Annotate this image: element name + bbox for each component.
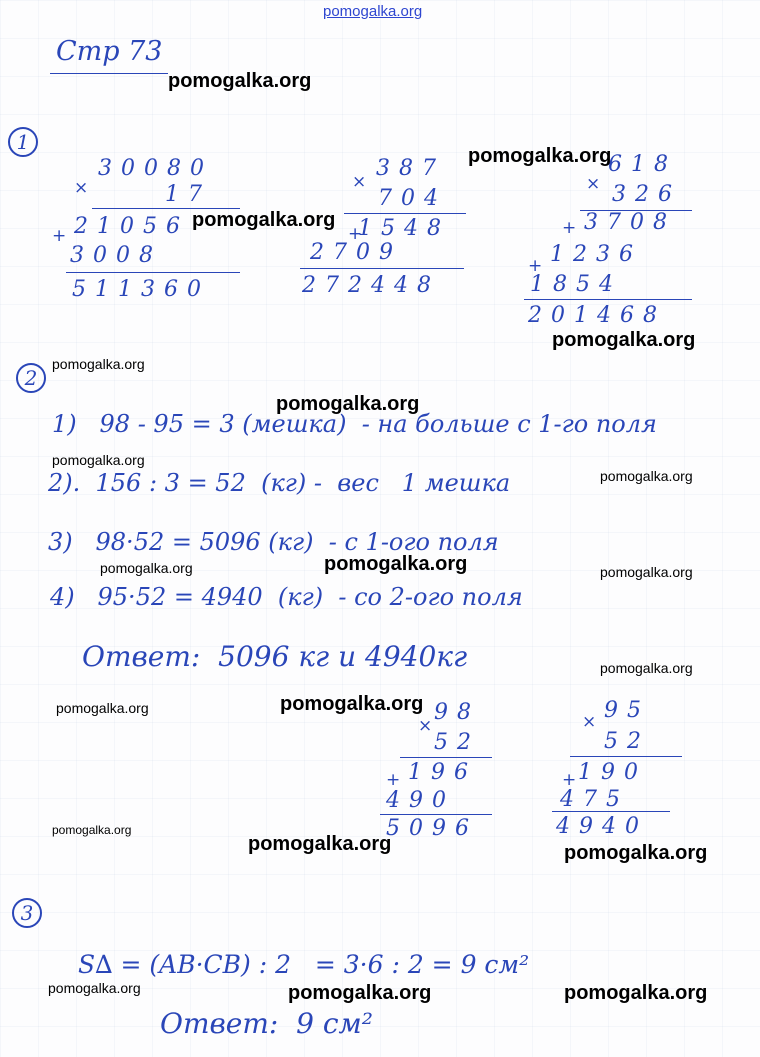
partial-1: 1548 — [358, 216, 450, 241]
factor-2: 326 — [612, 182, 681, 207]
header-underline — [50, 73, 168, 74]
task-number-3: 3 — [12, 898, 42, 928]
line — [300, 268, 464, 269]
watermark: pomogalka.org — [52, 823, 132, 837]
task-number-1: 1 — [8, 127, 38, 157]
watermark: pomogalka.org — [280, 693, 424, 715]
result: 272448 — [302, 273, 440, 298]
partial-2: 3008 — [70, 243, 162, 268]
partial-2: 2709 — [310, 240, 402, 265]
watermark: pomogalka.org — [168, 70, 312, 92]
plus-sign: + — [562, 770, 577, 790]
result: 5096 — [386, 816, 478, 841]
multiply-sign: × — [582, 712, 597, 732]
watermark: pomogalka.org — [192, 209, 336, 231]
watermark: pomogalka.org — [600, 564, 693, 580]
multiply-sign: × — [418, 716, 433, 736]
watermark: pomogalka.org — [276, 393, 420, 415]
line — [552, 811, 670, 812]
line — [380, 814, 492, 815]
watermark: pomogalka.org — [52, 356, 145, 372]
watermark: pomogalka.org — [564, 842, 708, 864]
factor-2: 17 — [165, 182, 211, 207]
watermark: pomogalka.org — [248, 833, 392, 855]
task-number-2: 2 — [16, 363, 46, 393]
line — [400, 757, 492, 758]
watermark: pomogalka.org — [564, 982, 708, 1004]
factor-2: 704 — [378, 186, 447, 211]
partial-3: 1854 — [530, 272, 622, 297]
watermark: pomogalka.org — [100, 560, 193, 576]
line — [524, 299, 692, 300]
plus-sign: + — [386, 770, 401, 790]
watermark: pomogalka.org — [52, 452, 145, 468]
factor-2: 52 — [434, 730, 480, 755]
plus-sign: + — [562, 218, 577, 238]
result: 201468 — [528, 303, 666, 328]
factor-1: 30080 — [98, 156, 213, 181]
task3-answer: Ответ: 9 см² — [160, 1007, 373, 1040]
result: 511360 — [72, 277, 210, 302]
partial-1: 196 — [408, 760, 477, 785]
partial-1: 21056 — [74, 214, 189, 239]
line — [66, 272, 240, 273]
area-formula: S∆ = (AB·CB) : 2 = 3·6 : 2 = 9 см² — [78, 950, 530, 979]
multiply-sign: × — [74, 178, 89, 198]
multiply-sign: × — [586, 174, 601, 194]
watermark: pomogalka.org — [324, 553, 468, 575]
watermark: pomogalka.org — [600, 660, 693, 676]
factor-1: 95 — [604, 698, 650, 723]
solution-step-4: 4) 95·52 = 4940 (кг) - со 2-ого поля — [50, 583, 523, 611]
plus-sign: + — [348, 224, 363, 244]
watermark: pomogalka.org — [56, 700, 149, 716]
factor-1: 98 — [434, 700, 480, 725]
plus-sign: + — [52, 226, 67, 246]
partial-2: 475 — [560, 787, 629, 812]
partial-2: 1236 — [550, 242, 642, 267]
plus-sign: + — [528, 256, 543, 276]
solution-step-2: 2). 156 : 3 = 52 (кг) - вес 1 мешка — [48, 469, 511, 497]
multiply-sign: × — [352, 172, 367, 192]
factor-1: 618 — [608, 152, 677, 177]
watermark: pomogalka.org — [468, 145, 612, 167]
page-header: Стр 73 — [56, 36, 163, 67]
top-watermark-link[interactable]: pomogalka.org — [323, 3, 423, 20]
line — [344, 213, 466, 214]
watermark: pomogalka.org — [288, 982, 432, 1004]
watermark: pomogalka.org — [552, 329, 696, 351]
task2-answer: Ответ: 5096 кг и 4940кг — [82, 640, 468, 673]
solution-step-1: 1) 98 - 95 = 3 (мешка) - на больше с 1-го поля — [52, 410, 657, 438]
partial-2: 490 — [386, 788, 455, 813]
partial-1: 190 — [578, 760, 647, 785]
line — [570, 756, 682, 757]
factor-1: 387 — [376, 156, 445, 181]
result: 4940 — [556, 814, 648, 839]
partial-1: 3708 — [584, 210, 676, 235]
watermark: pomogalka.org — [48, 980, 141, 996]
factor-2: 52 — [604, 729, 650, 754]
watermark: pomogalka.org — [600, 468, 693, 484]
solution-step-3: 3) 98·52 = 5096 (кг) - с 1-ого поля — [48, 528, 499, 556]
